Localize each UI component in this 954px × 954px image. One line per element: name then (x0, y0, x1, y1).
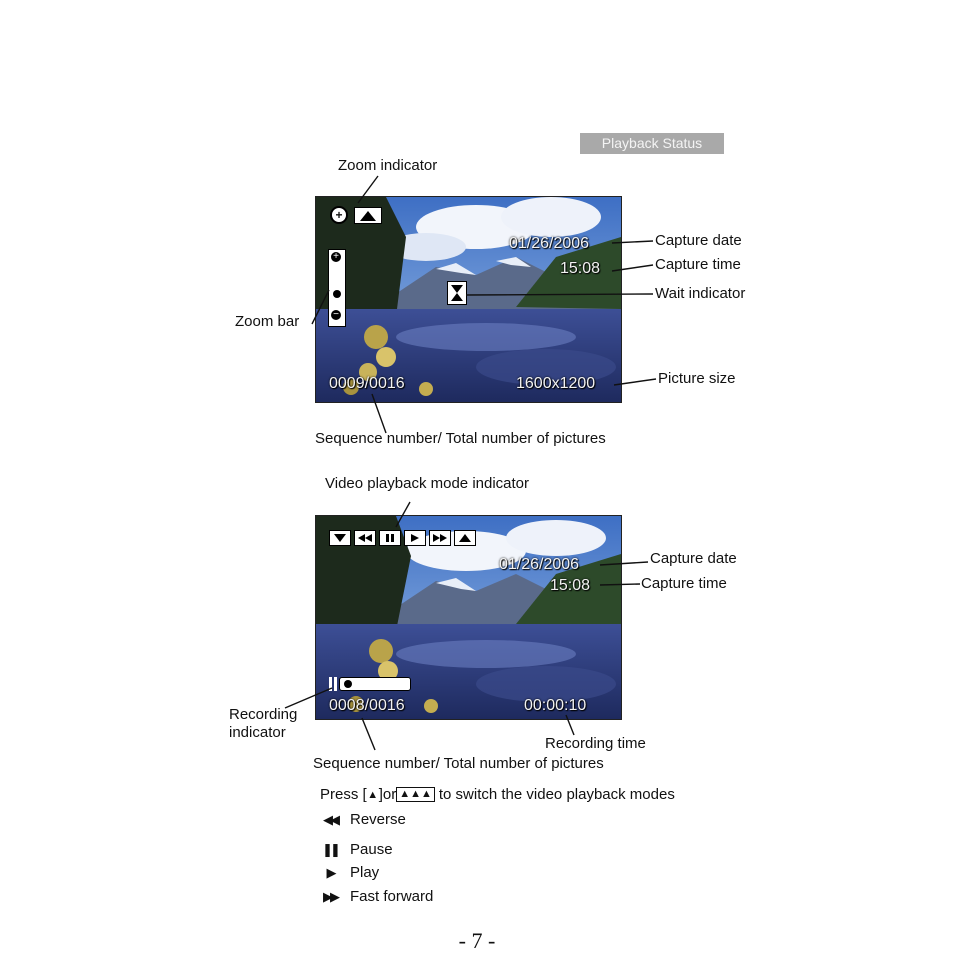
press-prefix-text: Press [ (320, 786, 367, 803)
up-arrow-button-icon (354, 207, 382, 224)
reverse-icon (354, 530, 376, 546)
zoom-indicator-label: Zoom indicator (338, 157, 438, 174)
recording-indicator-label-line2: indicator (229, 724, 286, 741)
legend-play-label: Play (350, 864, 380, 881)
recording-progress-dot (344, 680, 352, 688)
video-playback-screen (315, 515, 622, 720)
down-button-icon (329, 530, 351, 546)
reverse-icon: ◀◀ (323, 811, 337, 827)
pause-icon: ❚❚ (322, 841, 338, 857)
picture-size-label: Picture size (658, 370, 736, 387)
zoom-slider-knob (333, 290, 341, 298)
recording-indicator (329, 677, 411, 691)
play-icon (404, 530, 426, 546)
switch-modes-instruction (320, 786, 675, 803)
zoom-plus-icon: + (331, 252, 341, 262)
sequence-osd: 0009/0016 (329, 375, 405, 392)
zoom-bar-label: Zoom bar (235, 313, 300, 330)
video-capture-date-osd: 01/26/2006 (499, 556, 580, 573)
capture-date-label: Capture date (655, 232, 742, 249)
page-number: - 7 - (458, 928, 496, 953)
recording-bar-icon (329, 677, 332, 691)
fast-forward-icon: ▶▶ (323, 888, 337, 904)
video-capture-time-osd: 15:08 (550, 577, 591, 594)
zoom-in-icon: + (330, 206, 348, 224)
video-sequence-label: Sequence number/ Total number of pictures (313, 755, 604, 772)
legend-reverse (320, 811, 406, 828)
playback-status-tag: Playback Status (580, 133, 724, 154)
legend-reverse-label: Reverse (350, 811, 406, 828)
recording-indicator-label-line1: Recording (229, 706, 298, 723)
photo-sequence-label: Sequence number/ Total number of pictures (315, 430, 606, 447)
legend-pause-label: Pause (350, 841, 393, 858)
recording-bar-icon (334, 677, 337, 691)
recording-time-label: Recording time (545, 735, 646, 752)
legend-play (320, 864, 379, 881)
video-sequence-osd: 0008/0016 (329, 697, 405, 714)
fast-forward-icon (429, 530, 451, 546)
pause-icon (379, 530, 401, 546)
zoom-bar (328, 249, 346, 327)
recording-progress-bar (339, 677, 411, 691)
wait-indicator-label: Wait indicator (655, 285, 746, 302)
capture-time-osd: 15:08 (560, 260, 601, 277)
triple-arrow-button-icon: ▲▲▲ (396, 787, 435, 802)
photo-playback-screen (315, 196, 622, 403)
press-mid-text: ]or (378, 786, 397, 803)
hourglass-icon (447, 281, 467, 305)
recording-time-osd: 00:00:10 (524, 697, 587, 714)
capture-date-osd: 01/26/2006 (509, 235, 590, 252)
video-capture-date-label: Capture date (650, 550, 737, 567)
press-suffix-text: to switch the video playback modes (438, 786, 675, 803)
capture-time-label: Capture time (655, 256, 741, 273)
video-mode-icon-row (329, 530, 476, 546)
picture-size-osd: 1600x1200 (516, 375, 596, 392)
video-capture-time-label: Capture time (641, 575, 727, 592)
zoom-minus-icon: − (331, 310, 341, 320)
down-arrow-button-icon: ▲ (367, 788, 379, 801)
video-mode-indicator-label: Video playback mode indicator (325, 475, 530, 492)
play-icon: ▶ (326, 864, 334, 880)
up-button-icon (454, 530, 476, 546)
legend-pause (320, 841, 393, 858)
legend-fast-forward (320, 888, 433, 905)
legend-fast-forward-label: Fast forward (350, 888, 434, 905)
landscape-photo (316, 197, 621, 402)
